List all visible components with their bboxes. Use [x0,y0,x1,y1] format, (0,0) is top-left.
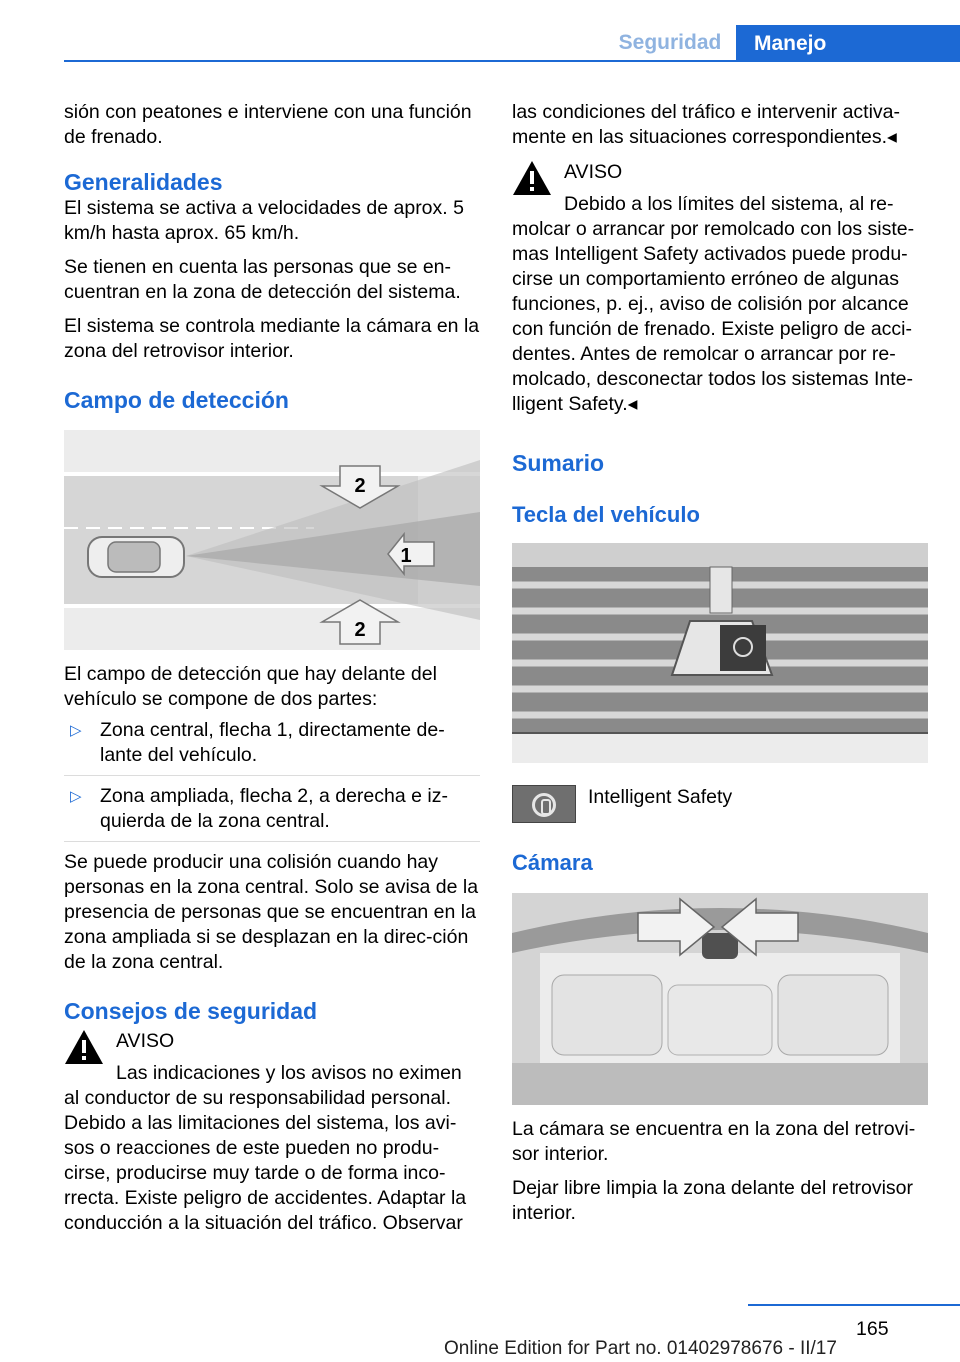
list-item [64,784,480,834]
campo-p1: El campo de detección que hay delante del vehículo se compone de dos partes: [64,663,437,710]
heading-campo-deteccion: Campo de detección [64,387,289,413]
list-item-text: Zona ampliada, flecha 2, a derecha e iz‐quierda de la zona central. [100,785,448,832]
heading-generalidades: Generalidades [64,169,223,195]
warning-text: Debido a los límites del sistema, al re‐molcar o arrancar por remolcado con los siste‐mas Intelligent Safety activados puede produ‐cirse un comportamiento erróneo de algunas funciones, p. ej., aviso de colisión por alcance con función de frenado. Existe peligro de acci‐dentes. Antes de remolcar o arrancar por re‐molcado, desconectar todos los sistemas Inte‐lligent Safety.◂ [512,193,915,415]
fig-label-1: 1 [400,545,412,567]
list-item-text: Zona central, flecha 1, directamente de‐lante del vehículo. [100,719,445,766]
edition-watermark: Online Edition for Part no. 01402978676 - II/17 [444,1338,837,1359]
header-tab-seguridad[interactable]: Seguridad [618,31,722,54]
continued-text: las condiciones del tráfico e intervenir activa‐mente en las situaciones correspondientes.◂ [512,101,901,148]
warning-block [512,160,928,417]
camara-p2: Dejar libre limpia la zona delante del retrovisor interior. [512,1177,914,1224]
header-rule [64,60,960,62]
page-number: 165 [856,1318,889,1340]
list-item [64,718,480,768]
intelligent-safety-button-row [512,785,928,825]
list-divider [64,775,480,776]
left-column [64,100,480,1236]
warning-text: Las indicaciones y los avisos no eximen al conductor de su responsabilidad personal. Debido a las limitaciones del sistema, los avi‐sos o reacciones de este pueden no produ‐cirse, producirse muy tarde o de forma inco‐rrecta. Existe peligro de accidentes. Adaptar la conducción a la situación del tráfico. Observar [64,1062,467,1234]
triangle-bullet-icon: ▷ [70,788,82,805]
vehicle-button-figure [512,543,928,763]
camara-p1: La cámara se encuentra en la zona del retrovi‐sor interior. [512,1118,916,1165]
intro-text: sión con peatones e interviene con una función de frenado. [64,101,472,148]
detection-field-figure [64,430,480,650]
campo-p2: Se puede producir una colisión cuando hay personas en la zona central. Solo se avisa de la presencia de personas que se encuentran en la zona ampliada si se desplazan en la direc‐ción de la zona central. [64,851,479,973]
warning-triangle-icon [512,160,552,196]
car-icon [88,537,184,577]
warning-label: AVISO [564,161,623,183]
fig-label-2-top: 2 [354,475,366,497]
warning-block [64,1029,480,1236]
heading-tecla: Tecla del vehículo [512,502,700,527]
right-column [512,100,928,1226]
camera-figure [512,893,928,1105]
intelligent-safety-button-icon[interactable] [512,785,576,823]
generalidades-p2: Se tienen en cuenta las personas que se en‐cuentran en la zona de detección del sistema. [64,256,461,303]
triangle-bullet-icon: ▷ [70,722,82,739]
intelligent-safety-label: Intelligent Safety [588,786,733,808]
footer-rule [748,1304,960,1306]
heading-camara: Cámara [512,850,593,875]
generalidades-p3: El sistema se controla mediante la cámara en la zona del retrovisor interior. [64,315,480,362]
header-tab-manejo[interactable]: Manejo [736,25,960,62]
generalidades-p1: El sistema se activa a velocidades de aprox. 5 km/h hasta aprox. 65 km/h. [64,197,464,244]
list-divider [64,841,480,842]
warning-label: AVISO [116,1030,175,1052]
heading-sumario: Sumario [512,450,605,476]
fig-label-2-bottom: 2 [354,619,366,641]
heading-consejos: Consejos de seguridad [64,998,318,1024]
warning-triangle-icon [64,1029,104,1065]
